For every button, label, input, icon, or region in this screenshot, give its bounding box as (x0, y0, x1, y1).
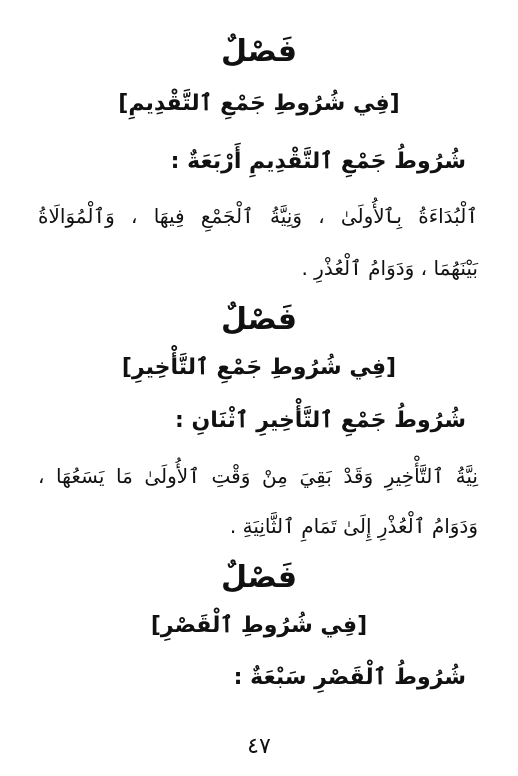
section-heading: [فِي شُرُوطِ ٱلْقَصْرِ] (150, 613, 368, 638)
page-number: ٤٧ (247, 734, 271, 759)
section-heading: [فِي شُرُوطِ جَمْعِ ٱلتَّقْدِيمِ] (118, 91, 400, 116)
body-line: وَدَوَامُ ٱلْعُذْرِ إِلَىٰ تَمَامِ ٱلثَّانِيَةِ . (229, 514, 478, 538)
section-label: شُرُوطُ جَمْعِ ٱلتَّأْخِيرِ ٱثْنَانِ : (175, 408, 466, 433)
body-line: بَيْنَهُمَا ، وَدَوَامُ ٱلْعُذْرِ . (301, 256, 478, 280)
section-label: شُرُوطُ ٱلْقَصْرِ سَبْعَةٌ : (233, 665, 466, 690)
section-label: شُرُوطُ جَمْعِ ٱلتَّقْدِيمِ أَرْبَعَةٌ : (170, 149, 466, 174)
section-heading: [فِي شُرُوطِ جَمْعِ ٱلتَّأْخِيرِ] (121, 355, 397, 380)
section-mark: فَصْلٌ (221, 560, 297, 595)
body-line: ٱلْبُدَاءَةُ بِٱلأُولَىٰ ، وَنِيَّةُ ٱلْجَمْعِ فِيهَا ، وَٱلْمُوَالَاةُ (38, 204, 478, 228)
section-mark: فَصْلٌ (221, 302, 297, 337)
body-line: نِيَّةُ ٱلتَّأْخِيرِ وَقَدْ بَقِيَ مِنْ وَقْتِ ٱلأُولَىٰ مَا يَسَعُهَا ، (38, 464, 478, 488)
section-mark: فَصْلٌ (221, 34, 297, 69)
